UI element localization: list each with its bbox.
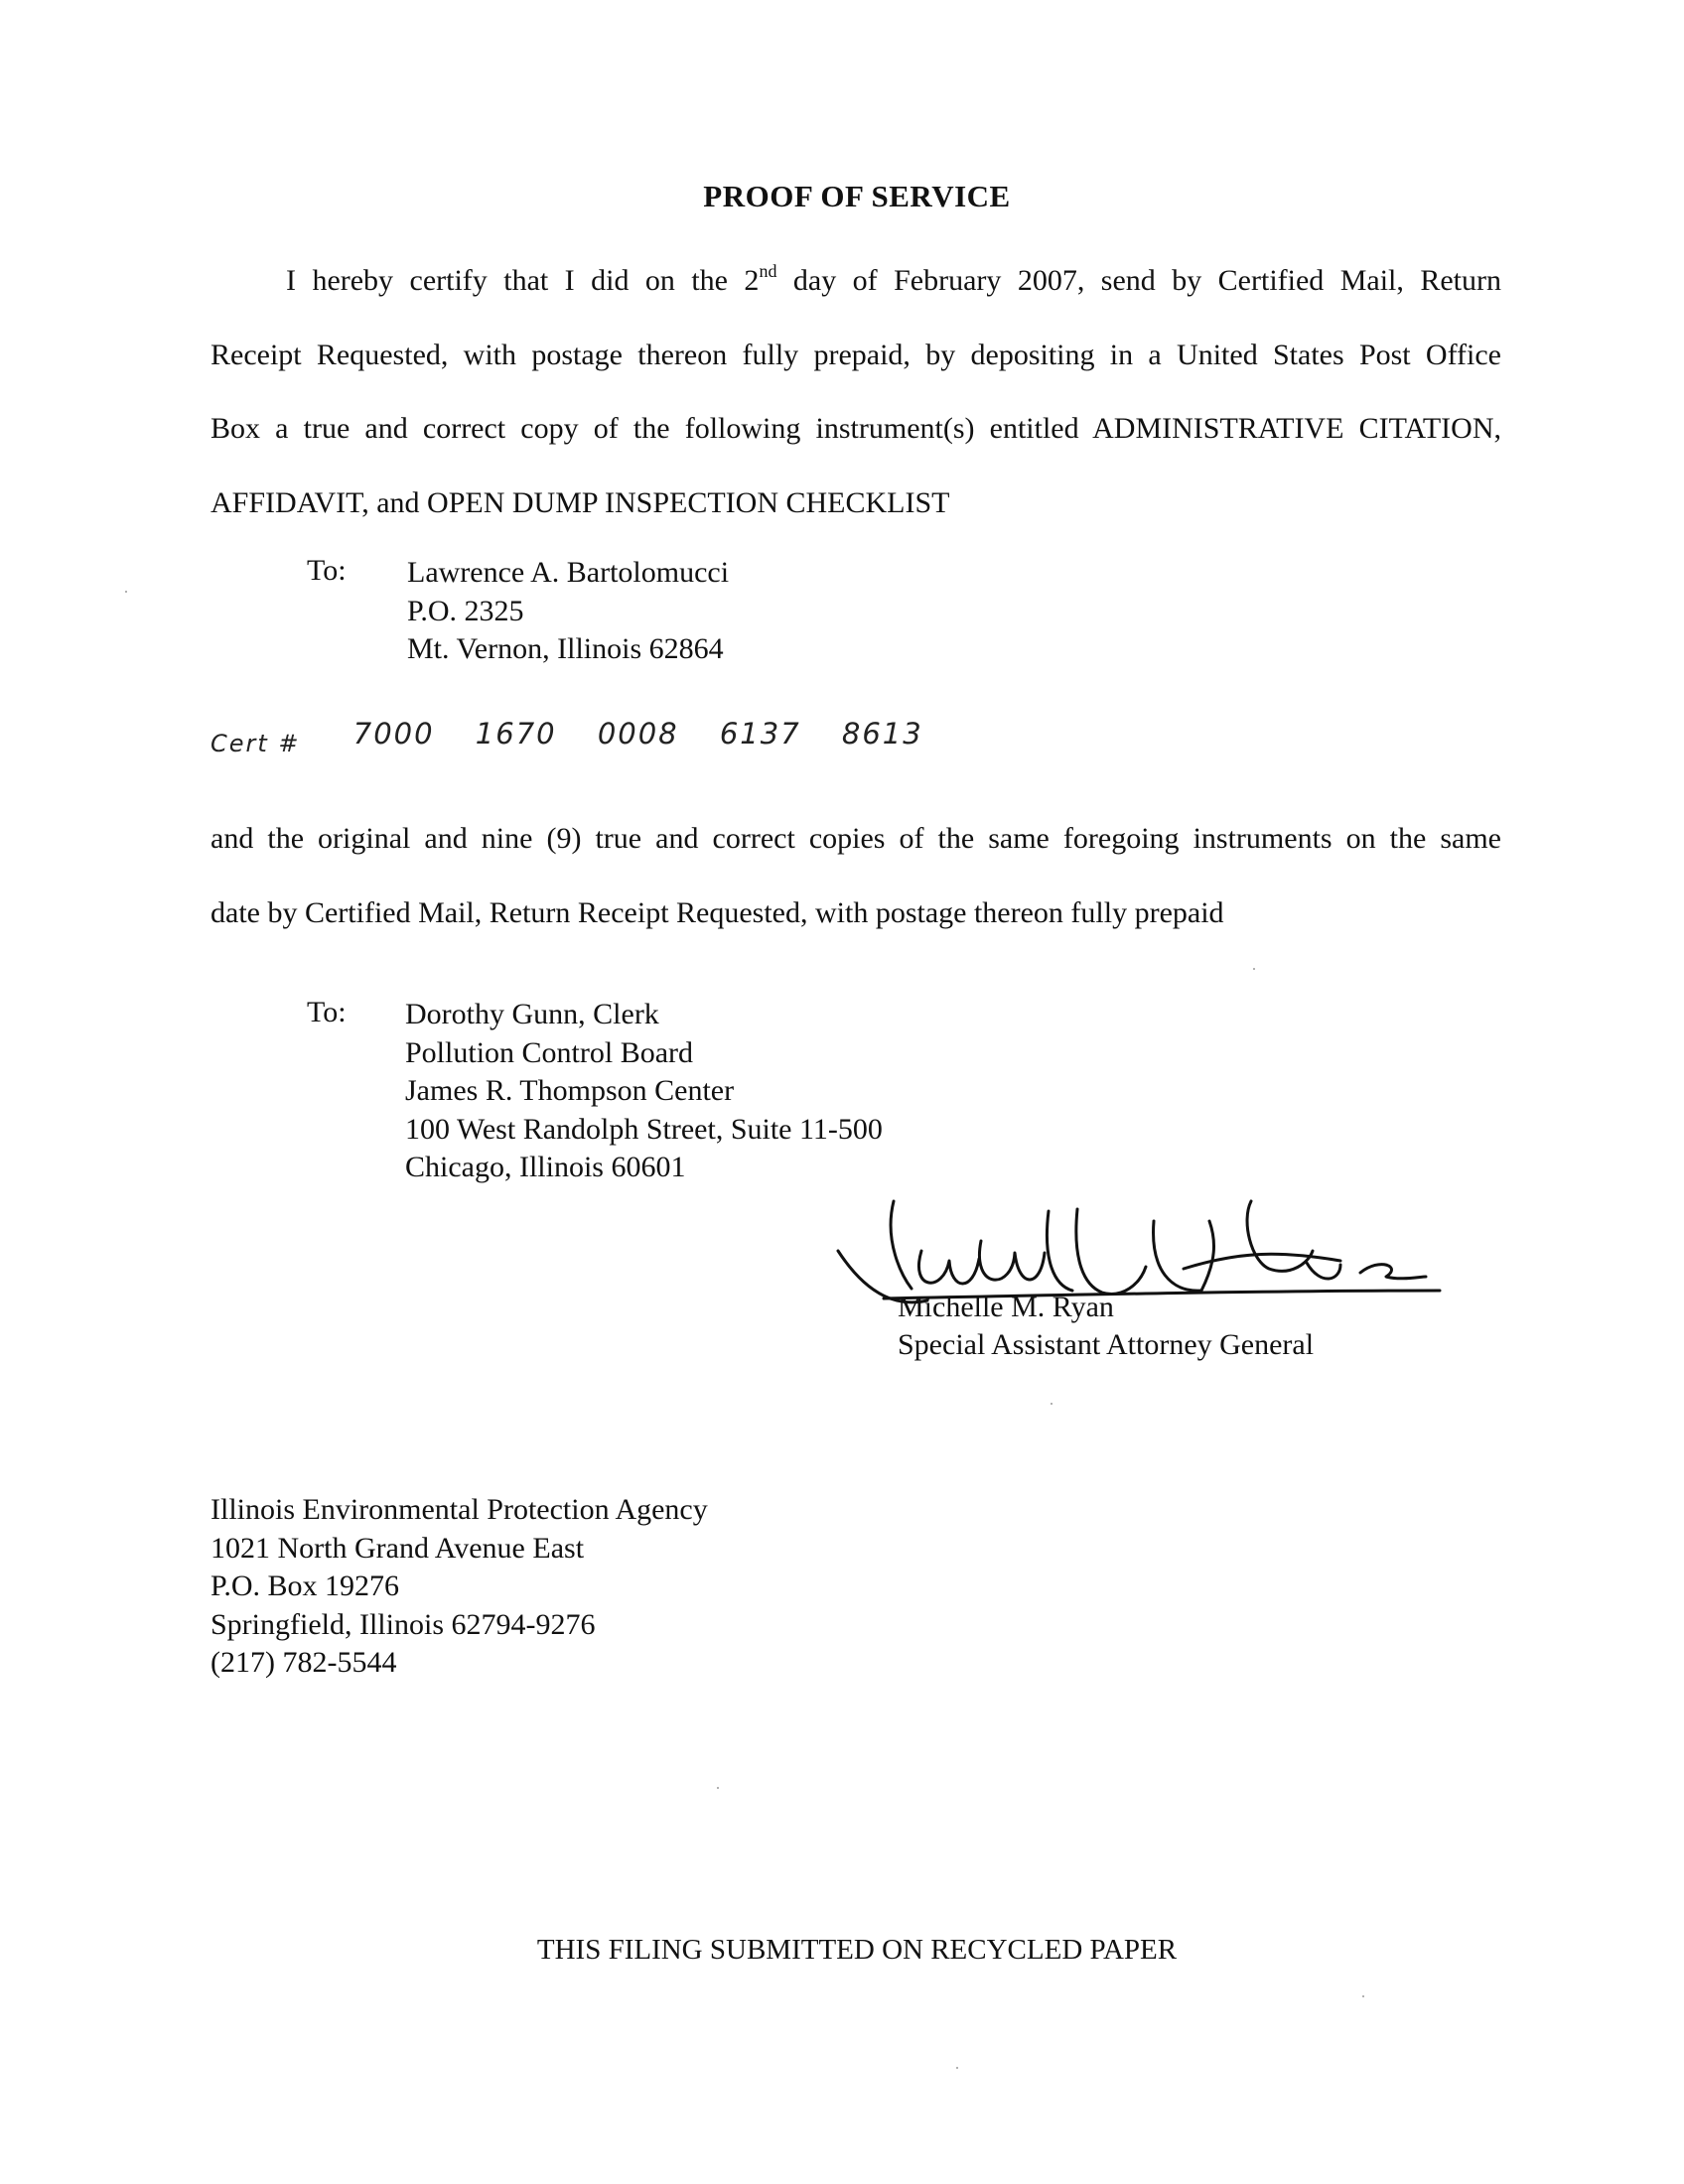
paragraph-line: [210, 244, 1501, 319]
scan-speck: [717, 1787, 719, 1789]
service-paragraph: [210, 802, 1501, 950]
scan-speck: [1362, 1995, 1364, 1997]
paragraph-line: Box a true and correct copy of the following instrument(s) entitled ADMINISTRATIVE CITATION,: [210, 412, 1501, 445]
certification-paragraph: [210, 244, 1501, 540]
paragraph-line: Receipt Requested, with postage thereon fully prepaid, by depositing in a United States Post Office: [210, 338, 1501, 371]
cert-group: 0008: [597, 717, 679, 751]
paragraph-line: and the original and nine (9) true and correct copies of the same foregoing instruments on the same: [210, 822, 1501, 855]
address-line: Pollution Control Board: [405, 1035, 694, 1069]
handwritten-cert-number: [210, 717, 953, 757]
cert-group: 1670: [475, 717, 557, 751]
ordinal-suffix: nd: [759, 261, 777, 281]
document-title: PROOF OF SERVICE: [703, 179, 1011, 213]
recipient2-address: [405, 996, 883, 1187]
address-line: 100 West Randolph Street, Suite 11-500: [405, 1112, 883, 1146]
address-line: P.O. 2325: [407, 594, 524, 627]
agency-line: P.O. Box 19276: [210, 1570, 400, 1602]
cert-group: 6137: [719, 717, 801, 751]
scan-speck: [1051, 1403, 1052, 1405]
scan-speck: [956, 2067, 958, 2069]
address-line: Chicago, Illinois 60601: [405, 1151, 686, 1183]
agency-line: (217) 782-5544: [210, 1646, 397, 1679]
paragraph-line: AFFIDAVIT, and OPEN DUMP INSPECTION CHECKLIST: [210, 485, 950, 519]
agency-line: Illinois Environmental Protection Agency: [210, 1493, 708, 1526]
cert-group: 8613: [841, 717, 923, 751]
agency-address: [210, 1491, 708, 1683]
line-text: day of February 2007, send by Certified Mail, Return: [776, 264, 1501, 297]
cert-prefix: Cert #: [210, 730, 301, 757]
agency-line: 1021 North Grand Avenue East: [210, 1531, 585, 1565]
recipient1-label: To:: [307, 554, 347, 587]
address-line: James R. Thompson Center: [405, 1074, 735, 1107]
paragraph-line: date by Certified Mail, Return Receipt Requested, with postage thereon fully prepaid: [210, 895, 1224, 929]
footer-note: THIS FILING SUBMITTED ON RECYCLED PAPER: [536, 1934, 1178, 1966]
address-line: Lawrence A. Bartolomucci: [407, 556, 730, 589]
cert-group: 7000: [352, 717, 435, 751]
recipient2-label: To:: [307, 996, 347, 1028]
scan-speck: [125, 591, 127, 593]
signer-title: Special Assistant Attorney General: [898, 1328, 1315, 1361]
address-line: Mt. Vernon, Illinois 62864: [407, 632, 724, 665]
signer-name: Michelle M. Ryan: [898, 1291, 1114, 1323]
line-text: I hereby certify that I did on the 2: [286, 264, 760, 297]
address-line: Dorothy Gunn, Clerk: [405, 998, 659, 1030]
recipient1-address: [407, 554, 729, 669]
agency-line: Springfield, Illinois 62794-9276: [210, 1607, 596, 1641]
scan-speck: [1253, 968, 1255, 970]
